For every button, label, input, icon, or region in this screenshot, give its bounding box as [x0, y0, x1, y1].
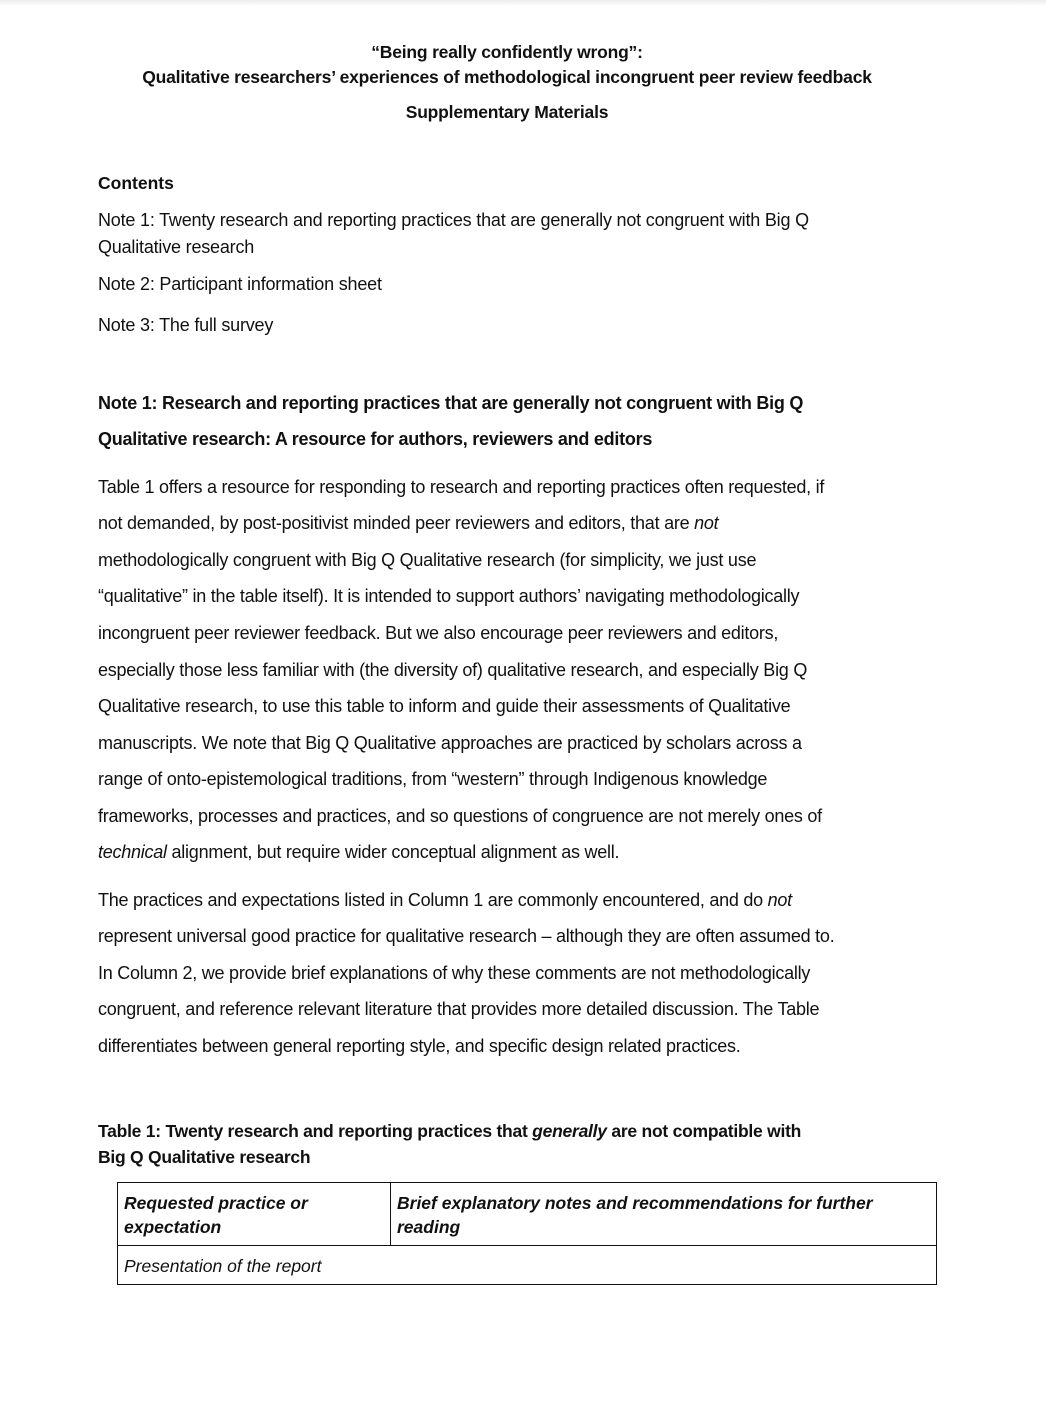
- text: methodologically congruent with Big Q Qualitative research (for simplicity, we just use: [98, 550, 757, 570]
- contents-item-note2[interactable]: Note 2: Participant information sheet: [98, 274, 382, 294]
- contents-item-note3[interactable]: Note 3: The full survey: [98, 315, 274, 335]
- section-label: Presentation of the report: [118, 1246, 937, 1285]
- paragraph2-line: [98, 926, 834, 947]
- text: In Column 2, we provide brief explanations of why these comments are not methodologically: [98, 963, 811, 983]
- practices-table: [117, 1182, 937, 1285]
- paragraph1-line: [98, 586, 799, 607]
- contents-item-note1-cont[interactable]: Qualitative research: [98, 237, 255, 257]
- table-header-row: [118, 1183, 937, 1246]
- contents-item-note1[interactable]: Note 1: Twenty research and reporting practices that are generally not congruent with Big Q: [98, 210, 809, 230]
- text: “qualitative” in the table itself). It is intended to support authors’ navigating methodologically: [98, 586, 800, 606]
- text: represent universal good practice for qualitative research – although they are often assumed to.: [98, 926, 835, 946]
- note1-heading-line2: Qualitative research: A resource for authors, reviewers and editors: [98, 429, 653, 449]
- paragraph1-line: [98, 733, 802, 754]
- text: not demanded, by post-positivist minded peer reviewers and editors, that are: [98, 513, 695, 533]
- paragraph1-line: [98, 842, 619, 863]
- contents-heading: Contents: [98, 173, 174, 193]
- text: congruent, and reference relevant literature that provides more detailed discussion. The Table: [98, 999, 820, 1019]
- paragraph2-line: [98, 999, 819, 1020]
- paragraph1-line: [98, 696, 790, 717]
- text: range of onto-epistemological traditions, from “western” through Indigenous knowledge: [98, 769, 768, 789]
- text: Table 1 offers a resource for responding to research and reporting practices often requested, if: [98, 477, 825, 497]
- note1-heading-line1: Note 1: Research and reporting practices that are generally not congruent with Big Q: [98, 393, 804, 413]
- column-header-notes: Brief explanatory notes and recommendations for further reading: [391, 1183, 937, 1246]
- text: The practices and expectations listed in Column 1 are commonly encountered, and do: [98, 890, 768, 910]
- document-title-line2: Qualitative researchers’ experiences of methodological incongruent peer review feedback: [142, 67, 872, 87]
- paragraph1-line: [98, 660, 807, 681]
- text: differentiates between general reporting style, and specific design related practices.: [98, 1036, 741, 1056]
- text: especially those less familiar with (the diversity of) qualitative research, and especially Big Q: [98, 660, 808, 680]
- emphasis-text: technical: [98, 842, 167, 862]
- paragraph1-line: [98, 806, 822, 827]
- emphasis-text: not: [694, 513, 719, 533]
- text: manuscripts. We note that Big Q Qualitative approaches are practiced by scholars across a: [98, 733, 802, 753]
- page-top-edge: [0, 0, 1046, 6]
- text: alignment, but require wider conceptual alignment as well.: [166, 842, 620, 862]
- paragraph1-line: [98, 623, 778, 644]
- paragraph1-line: [98, 769, 767, 790]
- paragraph1-line: [98, 550, 756, 571]
- table-caption-line1: [98, 1121, 801, 1142]
- paragraph2-line: [98, 963, 810, 984]
- text: frameworks, processes and practices, and so questions of congruence are not merely ones of: [98, 806, 822, 826]
- text: incongruent peer reviewer feedback. But we also encourage peer reviewers and editors,: [98, 623, 779, 643]
- text: are not compatible with: [606, 1121, 802, 1141]
- table-section-row: [118, 1246, 937, 1285]
- column-header-practice: Requested practice or expectation: [118, 1183, 391, 1246]
- document-subtitle: Supplementary Materials: [405, 102, 609, 122]
- table-caption-line2: Big Q Qualitative research: [98, 1147, 311, 1167]
- paragraph1-line: [98, 513, 718, 534]
- paragraph1-line: [98, 477, 824, 498]
- emphasis-text: not: [767, 890, 792, 910]
- document-title-line1: “Being really confidently wrong”:: [371, 42, 643, 62]
- paragraph2-line: [98, 1036, 741, 1057]
- paragraph2-line: [98, 890, 792, 911]
- text: Qualitative research, to use this table to inform and guide their assessments of Qualitative: [98, 696, 791, 716]
- text: Table 1: Twenty research and reporting practices that: [98, 1121, 533, 1141]
- emphasis-text: generally: [532, 1121, 607, 1141]
